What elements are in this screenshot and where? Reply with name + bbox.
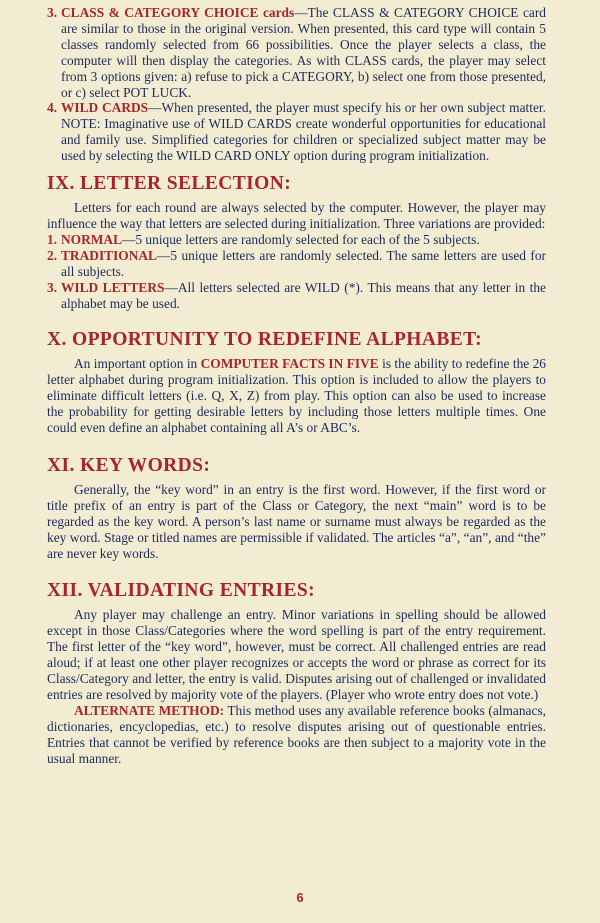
alternate-method-title: ALTERNATE METHOD: xyxy=(74,702,225,718)
product-name: COMPUTER FACTS IN FIVE xyxy=(200,356,379,372)
item-title: CLASS & CATEGORY CHOICE cards xyxy=(61,5,295,20)
item-number: 1. xyxy=(47,231,58,247)
item-title: TRADITIONAL xyxy=(61,247,157,263)
list-item xyxy=(47,280,546,312)
section-heading-redefine-alphabet: X. OPPORTUNITY TO REDEFINE ALPHABET: xyxy=(47,329,483,351)
item-text: —5 unique letters are randomly selected. The same letters are used for all subjects. xyxy=(61,247,546,279)
item-text: —The CLASS & CATEGORY CHOICE card are similar to those in the original version. When presented, this card type will contain 5 classes randomly selected from 66 possibilities. Once the player selects a class, the computer will then display the categories. As with CLASS cards, the player may select from 3 options given: a) refuse to pick a CATEGORY, b) select one from those presented, or c) select POT LUCK. xyxy=(61,5,546,100)
section-paragraph: Generally, the “key word” in an entry is the first word. However, if the first word or title prefix of an entry is part of the Class or Category, the next “main” word is to be regarded as the key word. A person’s last name or surname must always be regarded as the key word. Stage or titled names are permissible if validated. The articles “a”, “an”, and “the” are never key words. xyxy=(47,481,546,561)
section-intro: Letters for each round are always selected by the computer. However, the player may influence the way that letters are selected during initialization. Three variations are provided: xyxy=(47,200,546,231)
item-title: NORMAL xyxy=(61,231,122,247)
paragraph-text: An important option in xyxy=(74,356,201,372)
item-number: 4. xyxy=(47,100,58,116)
letter-variations-list xyxy=(47,232,546,312)
list-item xyxy=(47,5,546,100)
paragraph-text: is the ability to redefine the 26 letter alphabet during program initialization. This option is included to allow the players to eliminate difficult letters (i.e. Q, X, Z) from play. This option can also be used to increase the probability for getting desirable letters by including those letters multiple times. One could even define an alphabet containing all A’s or ABC’s. xyxy=(47,356,546,436)
section-heading-key-words: XI. KEY WORDS: xyxy=(47,454,211,476)
section-paragraph xyxy=(47,356,546,436)
paragraph-text: This method uses any available reference books (almanacs, dictionaries, encyclopedias, etc.) to resolve disputes arising out of questionable entries. Entries that cannot be verified by reference books are then subject to a majority vote in the usual manner. xyxy=(47,702,546,766)
item-title: WILD LETTERS xyxy=(61,279,165,295)
item-text: —5 unique letters are randomly selected for each of the 5 subjects. xyxy=(122,231,480,247)
list-item xyxy=(47,100,546,164)
section-heading-validating-entries: XII. VALIDATING ENTRIES: xyxy=(47,580,316,602)
item-title: WILD CARDS xyxy=(61,100,149,116)
list-item xyxy=(47,248,546,280)
list-item xyxy=(47,232,546,248)
item-text: —All letters selected are WILD (*). This means that any letter in the alphabet may be used. xyxy=(61,279,547,311)
item-number: 2. xyxy=(47,247,58,263)
section-paragraph: Any player may challenge an entry. Minor variations in spelling should be allowed except in those Class/Categories where the word spelling is part of the entry requirement. The first letter of the “key word”, however, must be correct. All challenged entries are read aloud; if at least one other player recognizes or accepts the word or phrase as correct for its Class/Category and letter, the entry is valid. Disputes arising out of challenged or invalidated entries are resolved by majority vote of the players. (Player who wrote entry does not vote.) xyxy=(47,607,546,702)
card-types-list xyxy=(47,5,546,164)
page-number: 6 xyxy=(296,890,304,906)
item-number: 3. xyxy=(47,5,58,20)
alternate-method-paragraph xyxy=(47,703,546,767)
item-number: 3. xyxy=(47,279,58,295)
item-text: —When presented, the player must specify his or her own subject matter. NOTE: Imaginative use of WILD CARDS create wonderful opportunities for educational and family use. Simplified categories for children or specialized subject matter may be used by selecting the WILD CARD ONLY option during program initialization. xyxy=(61,100,546,164)
section-heading-letter-selection: IX. LETTER SELECTION: xyxy=(47,173,292,195)
